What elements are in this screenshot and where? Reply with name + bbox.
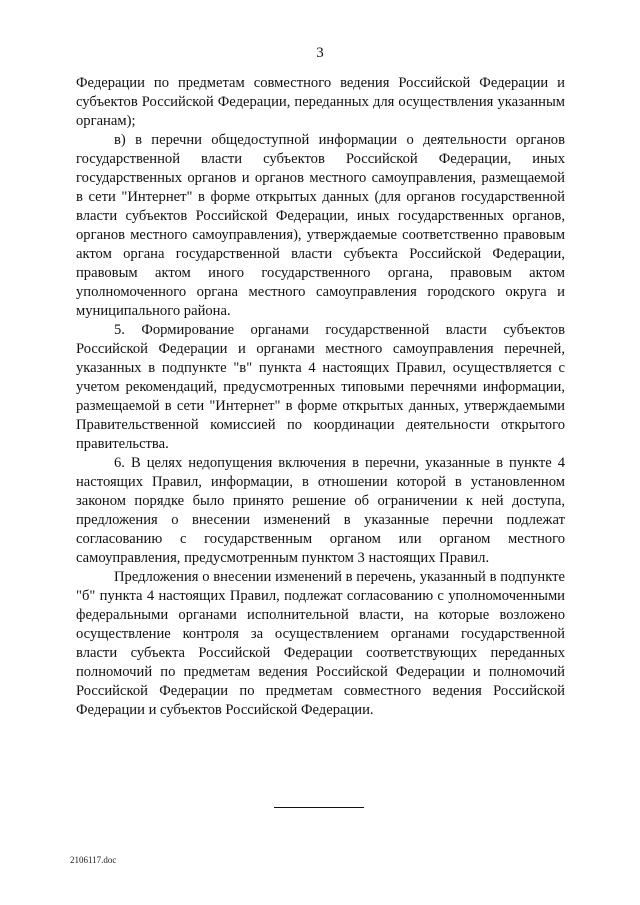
- paragraph-clause-6: 6. В целях недопущения включения в перечни, указанные в пункте 4 настоящих Правил, информации, в отношении которой в установленном законом порядке было принято решение об ограничении к ней доступа, предложения о внесении изменений в указанные перечни подлежат согласованию с государственным органом или органом местного самоуправления, предусмотренным пунктом 3 настоящих Правил.: [76, 455, 565, 566]
- footer-filename: 2106117.doc: [70, 855, 117, 865]
- separator-line: [274, 807, 364, 808]
- page-number: 3: [316, 45, 324, 61]
- paragraph-item-v: в) в перечни общедоступной информации о деятельности органов государственной власти субъектов Российской Федерации, иных государственных органов и органов местного самоуправления, размещаемой в сети "Интернет" в форме открытых данных (для органов государственной власти субъектов Российской Федерации, иных государственных органов, органов местного самоуправления), утверждаемые соответственно правовым актом органа государственной власти субъекта Российской Федерации, правовым актом иного государственного органа, правовым актом уполномоченного органа местного самоуправления городского округа и муниципального района.: [76, 132, 565, 319]
- paragraph-proposals: Предложения о внесении изменений в перечень, указанный в подпункте "б" пункта 4 настоящих Правил, подлежат согласованию с уполномоченными федеральными органами исполнительной власти, на которые возложено осуществление контроля за осуществлением органами государственной власти субъекта Российской Федерации соответствующих переданных полномочий по предметам ведения Российской Федерации и полномочий Российской Федерации по предметам совместного ведения Российской Федерации и субъектов Российской Федерации.: [76, 569, 565, 718]
- paragraph-clause-5: 5. Формирование органами государственной власти субъектов Российской Федерации и органами местного самоуправления перечней, указанных в подпункте "в" пункта 4 настоящих Правил, осуществляется с учетом рекомендаций, предусмотренных типовыми перечнями информации, размещаемой в сети "Интернет" в форме открытых данных, утверждаемыми Правительственной комиссией по координации деятельности открытого правительства.: [76, 322, 565, 452]
- paragraph-continuation: Федерации по предметам совместного ведения Российской Федерации и субъектов Российской Федерации, переданных для осуществления указанным органам);: [76, 75, 565, 129]
- document-body: [76, 74, 565, 720]
